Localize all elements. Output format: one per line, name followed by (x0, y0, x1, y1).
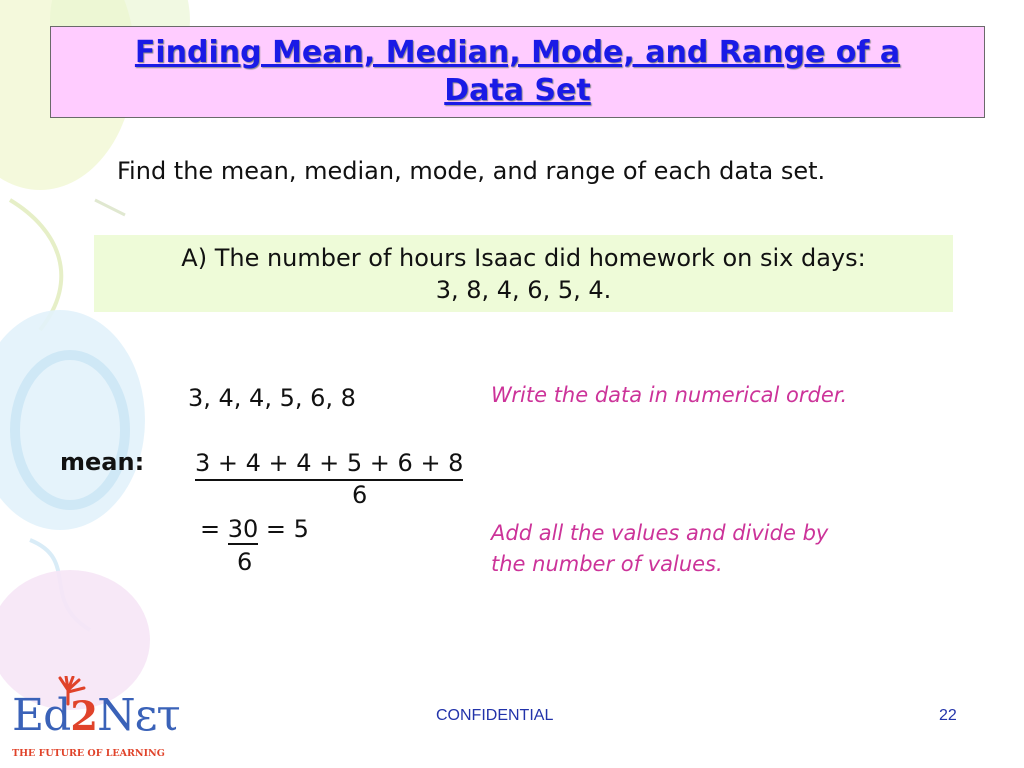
logo-tagline: THE FUTURE OF LEARNING (12, 748, 165, 759)
slide-title-line-2: Data Set (444, 73, 591, 108)
note-add-line-1: Add all the values and divide by (491, 521, 829, 545)
mean-sum-denominator: 6 (237, 548, 253, 576)
problem-statement: A) The number of hours Isaac did homework on six days: (181, 243, 866, 272)
mean-sum: 30 (227, 515, 259, 543)
mean-equation (200, 515, 309, 543)
mean-denominator: 6 (352, 481, 368, 509)
problem-data: 3, 8, 4, 6, 5, 4. (435, 275, 612, 304)
problem-box (94, 235, 953, 312)
logo-net: Nετ (97, 690, 180, 741)
page-number: 22 (939, 707, 957, 724)
logo-ed: Ed (12, 690, 71, 741)
note-add-line-2: the number of values. (491, 552, 723, 576)
mean-numerator: 3 + 4 + 4 + 5 + 6 + 8 (195, 448, 463, 481)
equals-sign: = (200, 515, 228, 543)
instruction-text: Find the mean, median, mode, and range of each data set. (117, 157, 826, 185)
mean-label: mean: (60, 448, 145, 476)
note-add-divide (491, 518, 828, 580)
logo-wordmark (12, 690, 180, 741)
slide-title-line-1: Finding Mean, Median, Mode, and Range of a (134, 35, 901, 70)
footer-confidential: CONFIDENTIAL (436, 707, 554, 724)
sorted-data: 3, 4, 4, 5, 6, 8 (188, 384, 356, 412)
note-numerical-order: Write the data in numerical order. (491, 383, 848, 407)
ed2net-logo (10, 676, 180, 764)
title-box (50, 26, 985, 118)
logo-two: 2 (70, 693, 98, 740)
mean-result: = 5 (258, 515, 309, 543)
